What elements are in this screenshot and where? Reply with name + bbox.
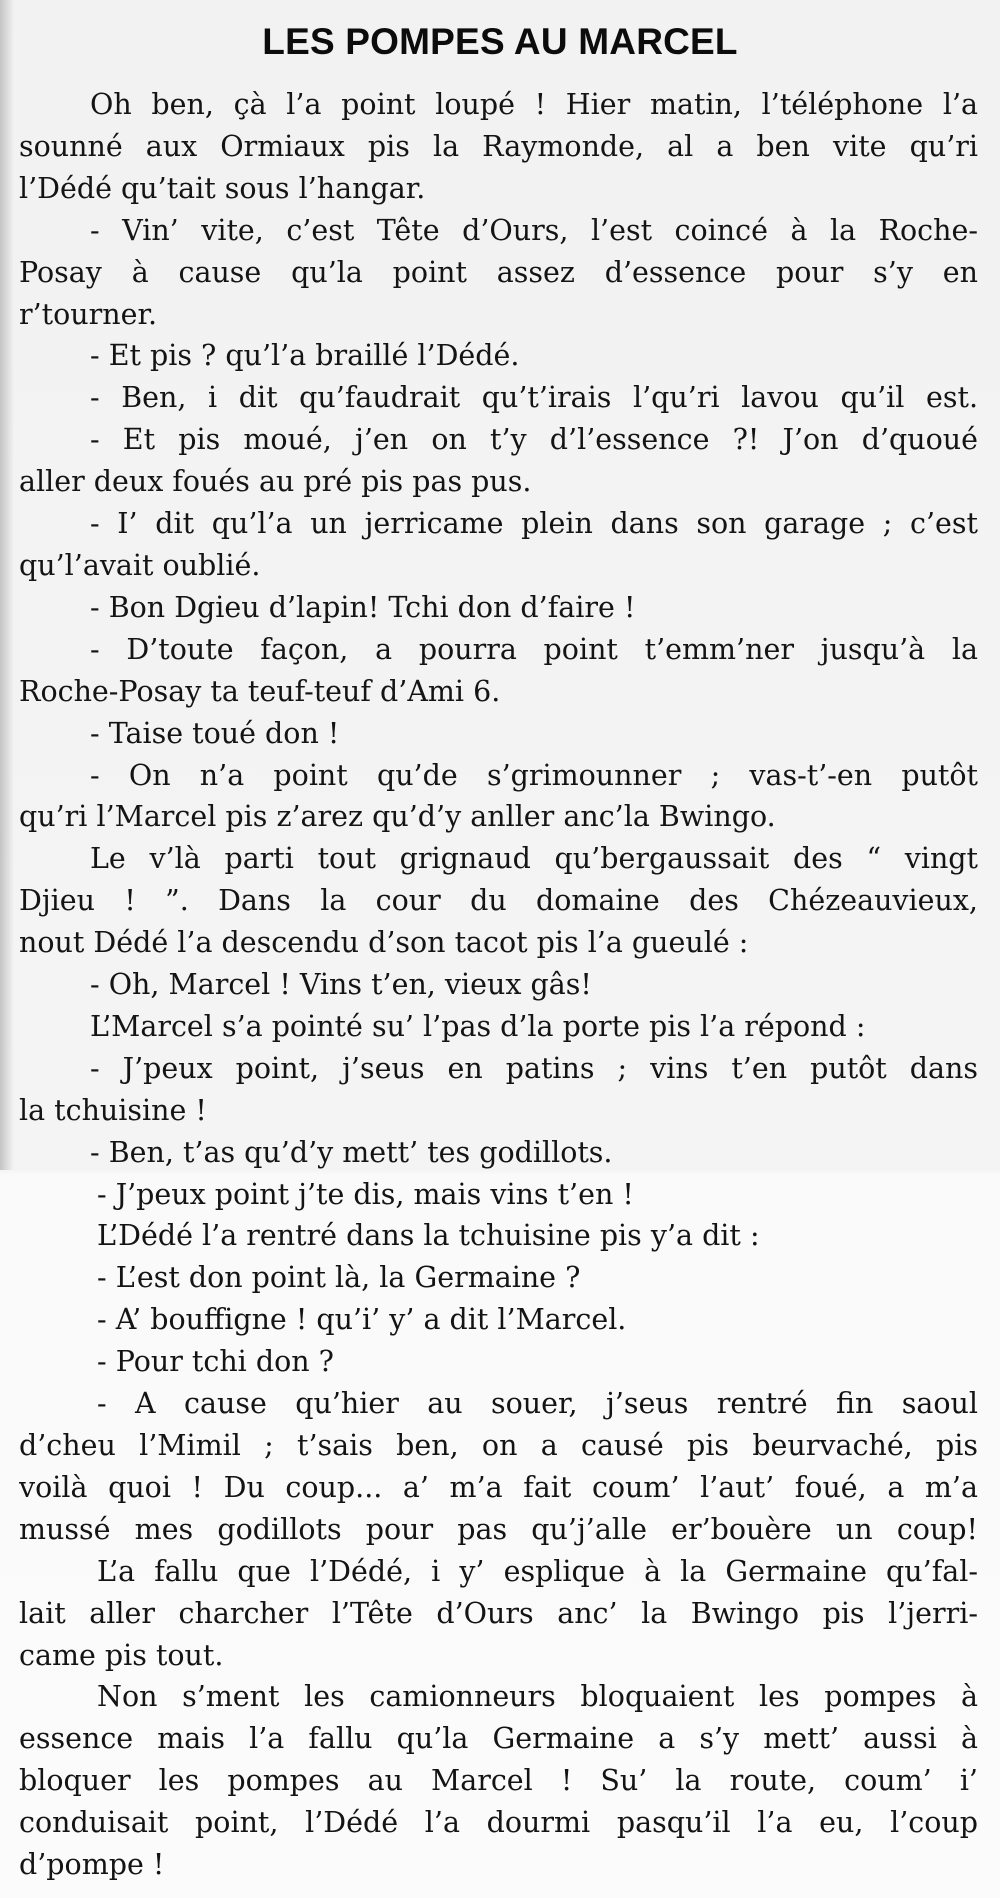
text-line: voilà quoi ! Du coup... a’ m’a fait coum’ l’aut’ foué, a m’a	[19, 1470, 978, 1504]
text-line: - I’ dit qu’l’a un jerricame plein dans son garage ; c’est	[90, 507, 978, 541]
text-line: - Ben, i dit qu’faudrait qu’t’irais l’qu’ri lavou qu’il est.	[90, 381, 978, 415]
text-line: - A’ bouffigne ! qu’i’ y’ a dit l’Marcel.	[97, 1303, 627, 1337]
text-line: d’cheu l’Mimil ; t’sais ben, on a causé pis beurvaché, pis	[19, 1429, 978, 1463]
text-line: - J’peux point j’te dis, mais vins t’en !	[97, 1177, 634, 1211]
text-line: Djieu ! ”. Dans la cour du domaine des Chézeauvieux,	[19, 884, 978, 918]
text-line: Posay à cause qu’la point assez d’essence pour s’y en	[19, 255, 978, 289]
text-line: - Et pis ? qu’l’a braillé l’Dédé.	[90, 339, 520, 373]
text-line: - Vin’ vite, c’est Tête d’Ours, l’est coincé à la Roche-	[90, 213, 978, 247]
text-line: bloquer les pompes au Marcel ! Su’ la route, coum’ i’	[19, 1764, 978, 1798]
text-line: lait aller charcher l’Tête d’Ours anc’ la Bwingo pis l’jerri-	[19, 1596, 978, 1630]
text-line: - A cause qu’hier au souer, j’seus rentré fin saoul	[97, 1387, 978, 1421]
text-line: r’tourner.	[19, 297, 158, 331]
text-line: essence mais l’a fallu qu’la Germaine a s’y mett’ aussi à	[19, 1722, 978, 1756]
text-line: Roche-Posay ta teuf-teuf d’Ami 6.	[19, 674, 501, 708]
text-line: L’a fallu que l’Dédé, i y’ esplique à la Germaine qu’fal-	[97, 1554, 978, 1588]
text-line: - D’toute façon, a pourra point t’emm’ner jusqu’à la	[90, 632, 978, 666]
text-line: L’Marcel s’a pointé su’ l’pas d’la porte pis l’a répond :	[90, 1009, 866, 1043]
page-title: LES POMPES AU MARCEL	[262, 21, 738, 62]
text-line: - Et pis moué, j’en on t’y d’l’essence ?! J’on d’quoué	[90, 423, 978, 457]
text-line: aller deux foués au pré pis pas pus.	[19, 465, 532, 499]
text-line: Le v’là parti tout grignaud qu’bergaussait des “ vingt	[90, 842, 978, 876]
text-line: Non s’ment les camionneurs bloquaient les pompes à	[97, 1680, 978, 1714]
text-line: l’Dédé qu’tait sous l’hangar.	[19, 171, 426, 205]
text-line: - Pour tchi don ?	[97, 1345, 334, 1379]
text-line: conduisait point, l’Dédé l’a dourmi pasqu’il l’a eu, l’coup	[19, 1806, 978, 1840]
text-line: mussé mes godillots pour pas qu’j’alle er’bouère un coup!	[19, 1512, 978, 1546]
text-line: Oh ben, çà l’a point loupé ! Hier matin, l’téléphone l’a	[90, 88, 978, 121]
text-line: sounné aux Ormiaux pis la Raymonde, al a ben vite qu’ri	[19, 129, 978, 163]
text-line: - Taise toué don !	[90, 716, 340, 750]
text-line: - On n’a point qu’de s’grimounner ; vas-t’-en putôt	[90, 758, 978, 792]
text-line: - J’peux point, j’seus en patins ; vins t’en putôt dans	[90, 1051, 978, 1085]
text-line: qu’l’avait oublié.	[19, 548, 261, 582]
text-line: la tchuisine !	[19, 1093, 207, 1127]
text-line: came pis tout.	[19, 1638, 224, 1672]
text-line: qu’ri l’Marcel pis z’arez qu’d’y anller anc’la Bwingo.	[19, 800, 776, 834]
text-line: - Bon Dgieu d’lapin! Tchi don d’faire !	[90, 590, 636, 624]
text-line: - Ben, t’as qu’d’y mett’ tes godillots.	[90, 1135, 613, 1169]
text-line: L’Dédé l’a rentré dans la tchuisine pis y’a dit :	[97, 1219, 760, 1253]
text-line: - L’est don point là, la Germaine ?	[97, 1261, 581, 1295]
text-line: d’pompe !	[19, 1848, 165, 1882]
binding-shadow	[0, 0, 14, 1170]
text-line: - Oh, Marcel ! Vins t’en, vieux gâs!	[90, 968, 592, 1002]
text-line: nout Dédé l’a descendu d’son tacot pis l’a gueulé :	[19, 926, 749, 960]
